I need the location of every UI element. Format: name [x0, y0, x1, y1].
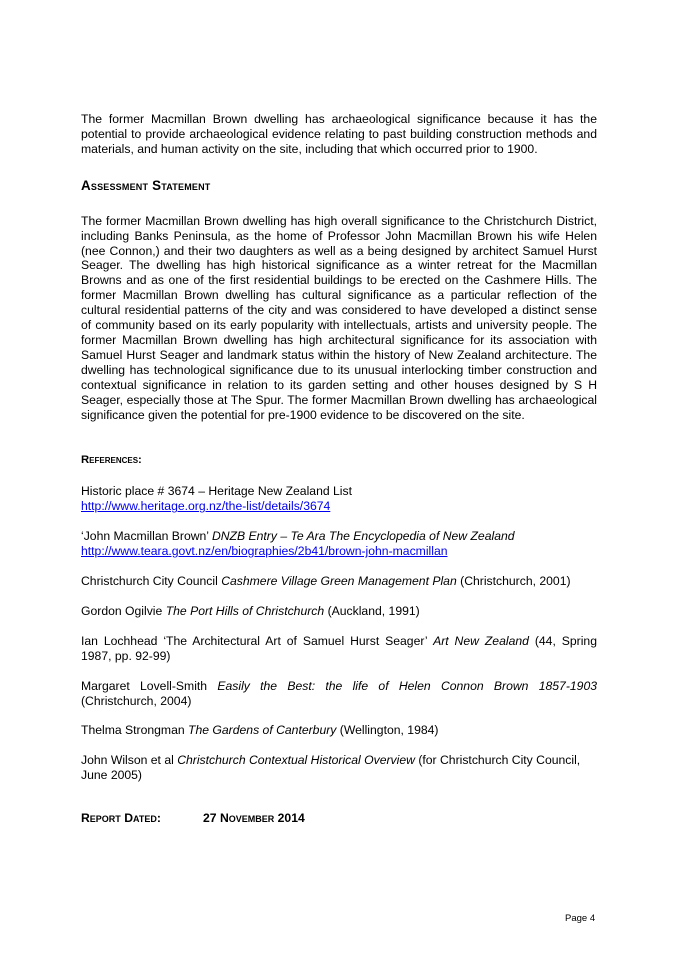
- reference-title: DNZB Entry – Te Ara The Encyclopedia of New Zealand: [211, 529, 515, 544]
- reference-title: Art New Zealand: [433, 633, 529, 648]
- report-dated-value: 27 November 2014: [203, 811, 305, 826]
- reference-item-lovell-smith: [81, 679, 597, 709]
- assessment-heading: Assessment Statement: [81, 177, 211, 193]
- reference-text: Historic place # 3674 – Heritage New Zealand List: [81, 484, 352, 499]
- reference-title: Christchurch Contextual Historical Overview: [177, 753, 415, 768]
- reference-item-heritage: [81, 484, 597, 514]
- reference-title: The Gardens of Canterbury: [188, 723, 337, 738]
- page-number: Page 4: [565, 913, 596, 924]
- reference-text: Christchurch City Council: [81, 574, 222, 589]
- heritage-list-link[interactable]: http://www.heritage.org.nz/the-list/details/3674: [81, 499, 331, 514]
- reference-item-lochhead: [81, 634, 597, 664]
- report-dated: [81, 811, 597, 826]
- reference-text: Ian Lochhead ‘The Architectural Art of Samuel Hurst Seager’: [81, 633, 434, 648]
- teara-link[interactable]: http://www.teara.govt.nz/en/biographies/2b41/brown-john-macmillan: [81, 544, 448, 559]
- reference-item-wilson: [81, 753, 597, 783]
- reference-details: (for Christchurch City Council, June 2005): [81, 753, 581, 783]
- assessment-paragraph: The former Macmillan Brown dwelling has high overall significance to the Christchurch District, including Banks Peninsula, as the home of Professor John Macmillan Brown his wife Helen (nee Connon,) and their two daughters as well as a being designed by architect Samuel Hurst Seager. The dwelling has high historical significance as a winter retreat for the Macmillan Browns and as one of the first residential buildings to be erected on the Cashmere Hills. The former Macmillan Brown dwelling has cultural significance as a particular reflection of the cultural residential patterns of the city and was considered to have developed a distinct sense of community based on its early popularity with intellectuals, artists and university people. The former Macmillan Brown dwelling has high architectural significance for its association with Samuel Hurst Seager and landmark status within the history of New Zealand architecture. The dwelling has technological significance due to its unusual interlocking timber construction and contextual significance in relation to its garden setting and other houses designed by S H Seager, especially those at The Spur. The former Macmillan Brown dwelling has archaeological significance given the potential for pre-1900 evidence to be discovered on the site.: [81, 213, 597, 422]
- reference-details: (44, Spring 1987, pp. 92-99): [81, 633, 597, 663]
- reference-text: Margaret Lovell-Smith: [81, 678, 218, 693]
- reference-details: (Christchurch, 2004): [81, 693, 192, 708]
- reference-text: Gordon Ogilvie: [81, 603, 166, 618]
- report-dated-label: Report Dated:: [81, 811, 161, 826]
- references-heading: References:: [81, 454, 142, 467]
- reference-item-ogilvie: [81, 604, 597, 619]
- reference-title: Cashmere Village Green Management Plan: [221, 574, 457, 589]
- reference-details: (Christchurch, 2001): [456, 574, 571, 589]
- reference-title: The Port Hills of Christchurch: [165, 603, 325, 618]
- reference-item-council: [81, 574, 597, 589]
- reference-details: (Auckland, 1991): [324, 603, 420, 618]
- reference-title: Easily the Best: the life of Helen Connon Brown 1857-1903: [217, 678, 597, 693]
- reference-text: John Wilson et al: [81, 753, 178, 768]
- reference-text: Thelma Strongman: [81, 723, 189, 738]
- reference-text: ‘John Macmillan Brown’: [81, 529, 212, 544]
- reference-item-dnzb: [81, 529, 597, 559]
- reference-details: (Wellington, 1984): [336, 723, 439, 738]
- archaeological-paragraph: The former Macmillan Brown dwelling has archaeological significance because it has the potential to provide archaeological evidence relating to past building construction methods and materials, and human activity on the site, including that which occurred prior to 1900.: [81, 112, 597, 156]
- document-body: [81, 112, 597, 826]
- reference-item-strongman: [81, 723, 597, 738]
